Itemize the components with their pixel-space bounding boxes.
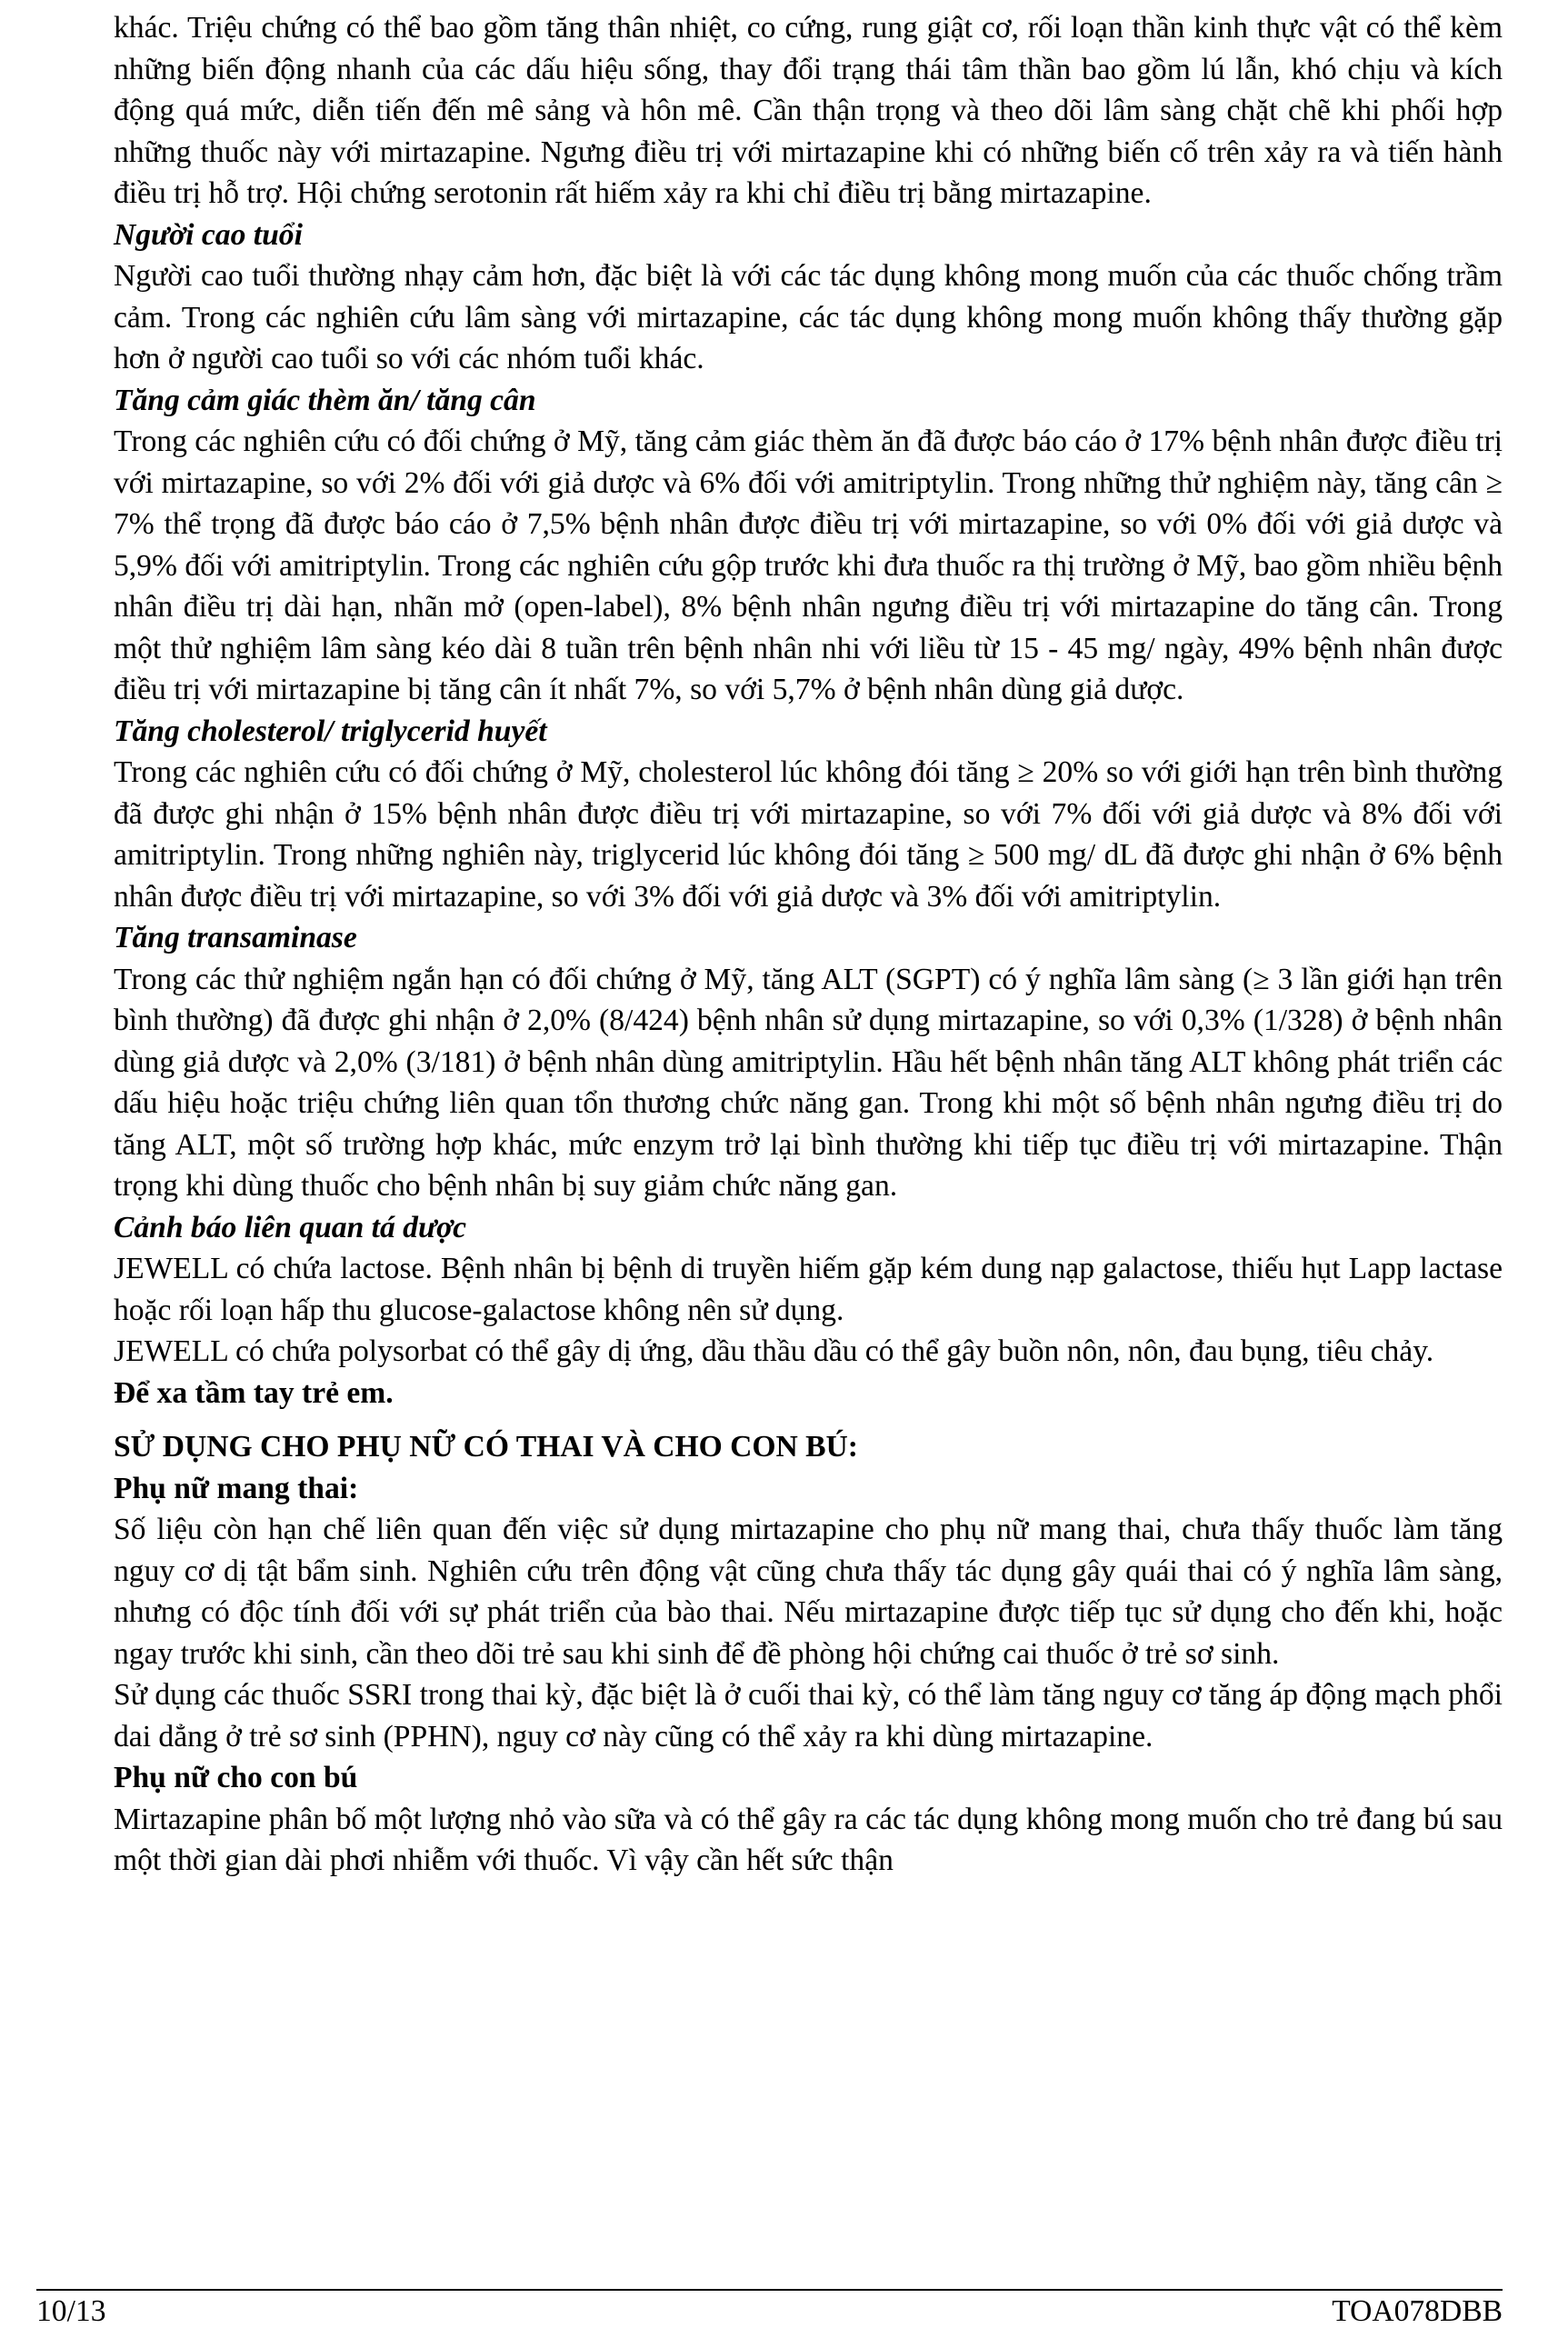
paragraph-appetite-weight: Trong các nghiên cứu có đối chứng ở Mỹ, tăng cảm giác thèm ăn đã được báo cáo ở 17% bệnh nhân được điều trị với mirtazapine, so với 2% đối với giả dược và 6% đối với amitriptylin. Trong những thử nghiệm này, tăng cân ≥ 7% thể trọng đã được báo cáo ở 7,5% bệnh nhân được điều trị với mirtazapine, so với 0% đối với giả dược và 5,9% đối với amitriptylin. Trong các nghiên cứu gộp trước khi đưa thuốc ra thị trường ở Mỹ, bao gồm nhiều bệnh nhân điều trị dài hạn, nhãn mở (open-label), 8% bệnh nhân ngưng điều trị với mirtazapine do tăng cân. Trong một thử nghiệm lâm sàng kéo dài 8 tuần trên bệnh nhân nhi với liều từ 15 - 45 mg/ ngày, 49% bệnh nhân được điều trị với mirtazapine bị tăng cân ít nhất 7%, so với 5,7% ở bệnh nhân dùng giả dược. — [114, 425, 1503, 706]
section-title-pregnancy-lactation: SỬ DỤNG CHO PHỤ NỮ CÓ THAI VÀ CHO CON BÚ: — [114, 1430, 858, 1464]
paragraph-lactose: JEWELL có chứa lactose. Bệnh nhân bị bệnh di truyền hiếm gặp kém dung nạp galactose, thiếu hụt Lapp lactase hoặc rối loạn hấp thu glucose-galactose không nên sử dụng. — [114, 1252, 1503, 1327]
heading-pregnancy: Phụ nữ mang thai: — [114, 1471, 359, 1505]
heading-lactation: Phụ nữ cho con bú — [114, 1761, 358, 1794]
paragraph-lactation: Mirtazapine phân bố một lượng nhỏ vào sữa và có thể gây ra các tác dụng không mong muốn cho trẻ đang bú sau một thời gian dài phơi nhiễm với thuốc. Vì vậy cần hết sức thận — [114, 1802, 1503, 1877]
paragraph-transaminase: Trong các thử nghiệm ngắn hạn có đối chứng ở Mỹ, tăng ALT (SGPT) có ý nghĩa lâm sàng (≥ 3 lần giới hạn trên bình thường) đã được ghi nhận ở 2,0% (8/424) bệnh nhân sử dụng mirtazapine, so với 0,3% (1/328) ở bệnh nhân dùng giả dược và 2,0% (3/181) ở bệnh nhân dùng amitriptylin. Hầu hết bệnh nhân tăng ALT không phát triển các dấu hiệu hoặc triệu chứng liên quan tổn thương chức năng gan. Trong khi một số bệnh nhân ngưng điều trị do tăng ALT, một số trường hợp khác, mức enzym trở lại bình thường khi tiếp tục điều trị với mirtazapine. Thận trọng khi dùng thuốc cho bệnh nhân bị suy giảm chức năng gan. — [114, 962, 1503, 1203]
paragraph-polysorbate: JEWELL có chứa polysorbat có thể gây dị ứng, dầu thầu dầu có thể gây buồn nôn, nôn, đau bụng, tiêu chảy. — [114, 1334, 1434, 1368]
heading-transaminase: Tăng transaminase — [114, 921, 357, 954]
paragraph-elderly: Người cao tuổi thường nhạy cảm hơn, đặc biệt là với các tác dụng không mong muốn của các thuốc chống trầm cảm. Trong các nghiên cứu lâm sàng với mirtazapine, các tác dụng không mong muốn không thấy thường gặp hơn ở người cao tuổi so với các nhóm tuổi khác. — [114, 259, 1503, 375]
heading-appetite-weight: Tăng cảm giác thèm ăn/ tăng cân — [114, 383, 536, 417]
page-footer — [36, 2295, 1503, 2328]
heading-excipients: Cảnh báo liên quan tá dược — [114, 1210, 466, 1244]
document-body — [114, 7, 1503, 1882]
page-number: 10/13 — [36, 2294, 106, 2328]
heading-elderly: Người cao tuổi — [114, 217, 303, 252]
paragraph-pregnancy: Số liệu còn hạn chế liên quan đến việc sử dụng mirtazapine cho phụ nữ mang thai, chưa thấy thuốc làm tăng nguy cơ dị tật bẩm sinh. Nghiên cứu trên động vật cũng chưa thấy tác dụng gây quái thai có ý nghĩa lâm sàng, nhưng có độc tính đối với sự phát triển của bào thai. Nếu mirtazapine được tiếp tục sử dụng cho đến khi, hoặc ngay trước khi sinh, cần theo dõi trẻ sau khi sinh để đề phòng hội chứng cai thuốc ở trẻ sơ sinh. — [114, 1513, 1503, 1671]
warning-keep-away-children: Để xa tầm tay trẻ em. — [114, 1375, 394, 1410]
paragraph-ssri-pphn: Sử dụng các thuốc SSRI trong thai kỳ, đặc biệt là ở cuối thai kỳ, có thể làm tăng nguy cơ tăng áp động mạch phổi dai dẳng ở trẻ sơ sinh (PPHN), nguy cơ này cũng có thể xảy ra khi dùng mirtazapine. — [114, 1678, 1503, 1753]
footer-divider — [36, 2289, 1503, 2291]
heading-cholesterol: Tăng cholesterol/ triglycerid huyết — [114, 714, 547, 748]
paragraph-cholesterol: Trong các nghiên cứu có đối chứng ở Mỹ, cholesterol lúc không đói tăng ≥ 20% so với giới hạn trên bình thường đã được ghi nhận ở 15% bệnh nhân được điều trị với mirtazapine, so với 7% đối với giả dược và 8% đối với amitriptylin. Trong những nghiên này, triglycerid lúc không đói tăng ≥ 500 mg/ dL đã được ghi nhận ở 6% bệnh nhân được điều trị với mirtazapine, so với 3% đối với giả dược và 3% đối với amitriptylin. — [114, 755, 1503, 914]
paragraph-serotonin-continued: khác. Triệu chứng có thể bao gồm tăng thân nhiệt, co cứng, rung giật cơ, rối loạn thần kinh thực vật có thể kèm những biến động nhanh của các dấu hiệu sống, thay đổi trạng thái tâm thần bao gồm lú lẫn, khó chịu và kích động quá mức, diễn tiến đến mê sảng và hôn mê. Cần thận trọng và theo dõi lâm sàng chặt chẽ khi phối hợp những thuốc này với mirtazapine. Ngưng điều trị với mirtazapine khi có những biến cố trên xảy ra và tiến hành điều trị hỗ trợ. Hội chứng serotonin rất hiếm xảy ra khi chỉ điều trị bằng mirtazapine. — [114, 11, 1503, 210]
document-code: TOA078DBB — [1332, 2294, 1503, 2328]
